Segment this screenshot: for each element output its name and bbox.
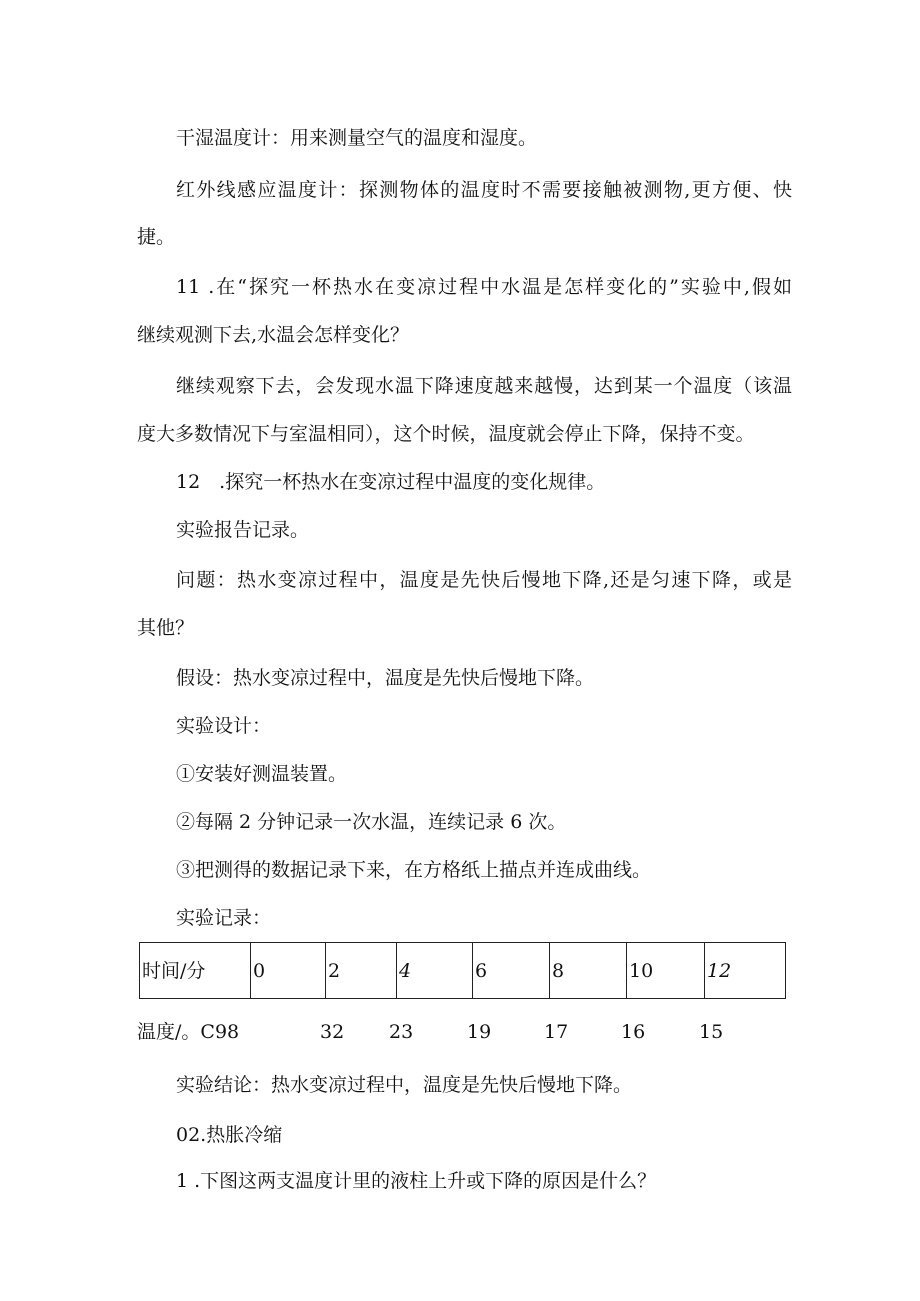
temperature-label: 温度/。C98 [137,1021,240,1043]
answer-11-line2: 度大多数情况下与室温相同），这个时候，温度就会停止下降，保持不变。 [137,423,755,445]
temperature-value: 15 [699,1021,724,1043]
record-heading: 实验记录： [176,907,272,929]
design-step-3: ③把测得的数据记录下来，在方格纸上描点并连成曲线。 [176,859,652,881]
table-cell-time: 0 [251,943,326,999]
question-11-line1: 11 .在“探究一杯热水在变凉过程中水温是怎样变化的”实验中,假如 [176,276,792,298]
time-table [139,942,786,999]
conclusion: 实验结论：热水变凉过程中，温度是先快后慢地下降。 [176,1074,633,1096]
temperature-value: 23 [389,1021,414,1043]
table-cell-time: 4 [397,943,473,999]
table-cell-time: 8 [550,943,627,999]
table-header-cell: 时间/分 [140,943,251,999]
question-line1: 问题：热水变凉过程中，温度是先快后慢地下降,还是匀速下降，或是 [176,569,792,591]
question-1: 1 .下图这两支温度计里的液柱上升或下降的原因是什么？ [176,1170,657,1192]
question-11-line2: 继续观测下去,水温会怎样变化？ [137,324,410,346]
paragraph-infrared-thermometer-line1: 红外线感应温度计：探测物体的温度时不需要接触被测物,更方便、快 [176,179,792,201]
question-12: 12 .探究一杯热水在变凉过程中温度的变化规律。 [176,471,606,493]
table-cell-time: 12 [705,943,786,999]
design-step-1: ①安装好测温装置。 [176,763,348,785]
section-heading: 02.热胀冷缩 [176,1124,283,1146]
design-step-2: ②每隔 2 分钟记录一次水温，连续记录 6 次。 [176,811,567,833]
temperature-value: 16 [621,1021,646,1043]
table-row [140,943,786,999]
temperature-value: 19 [467,1021,492,1043]
temperature-value: 17 [544,1021,569,1043]
report-heading: 实验报告记录。 [176,519,310,541]
temperature-value: 32 [320,1021,345,1043]
question-line2: 其他？ [137,617,195,639]
table-cell-time: 10 [627,943,705,999]
paragraph-dry-wet-thermometer: 干湿温度计：用来测量空气的温度和湿度。 [176,127,538,149]
table-cell-time: 6 [473,943,550,999]
table-cell-time: 2 [326,943,397,999]
design-heading: 实验设计： [176,715,272,737]
paragraph-infrared-thermometer-line2: 捷。 [137,226,176,248]
hypothesis: 假设：热水变凉过程中，温度是先快后慢地下降。 [176,667,595,689]
answer-11-line1: 继续观察下去，会发现水温下降速度越来越慢，达到某一个温度（该温 [176,375,792,397]
